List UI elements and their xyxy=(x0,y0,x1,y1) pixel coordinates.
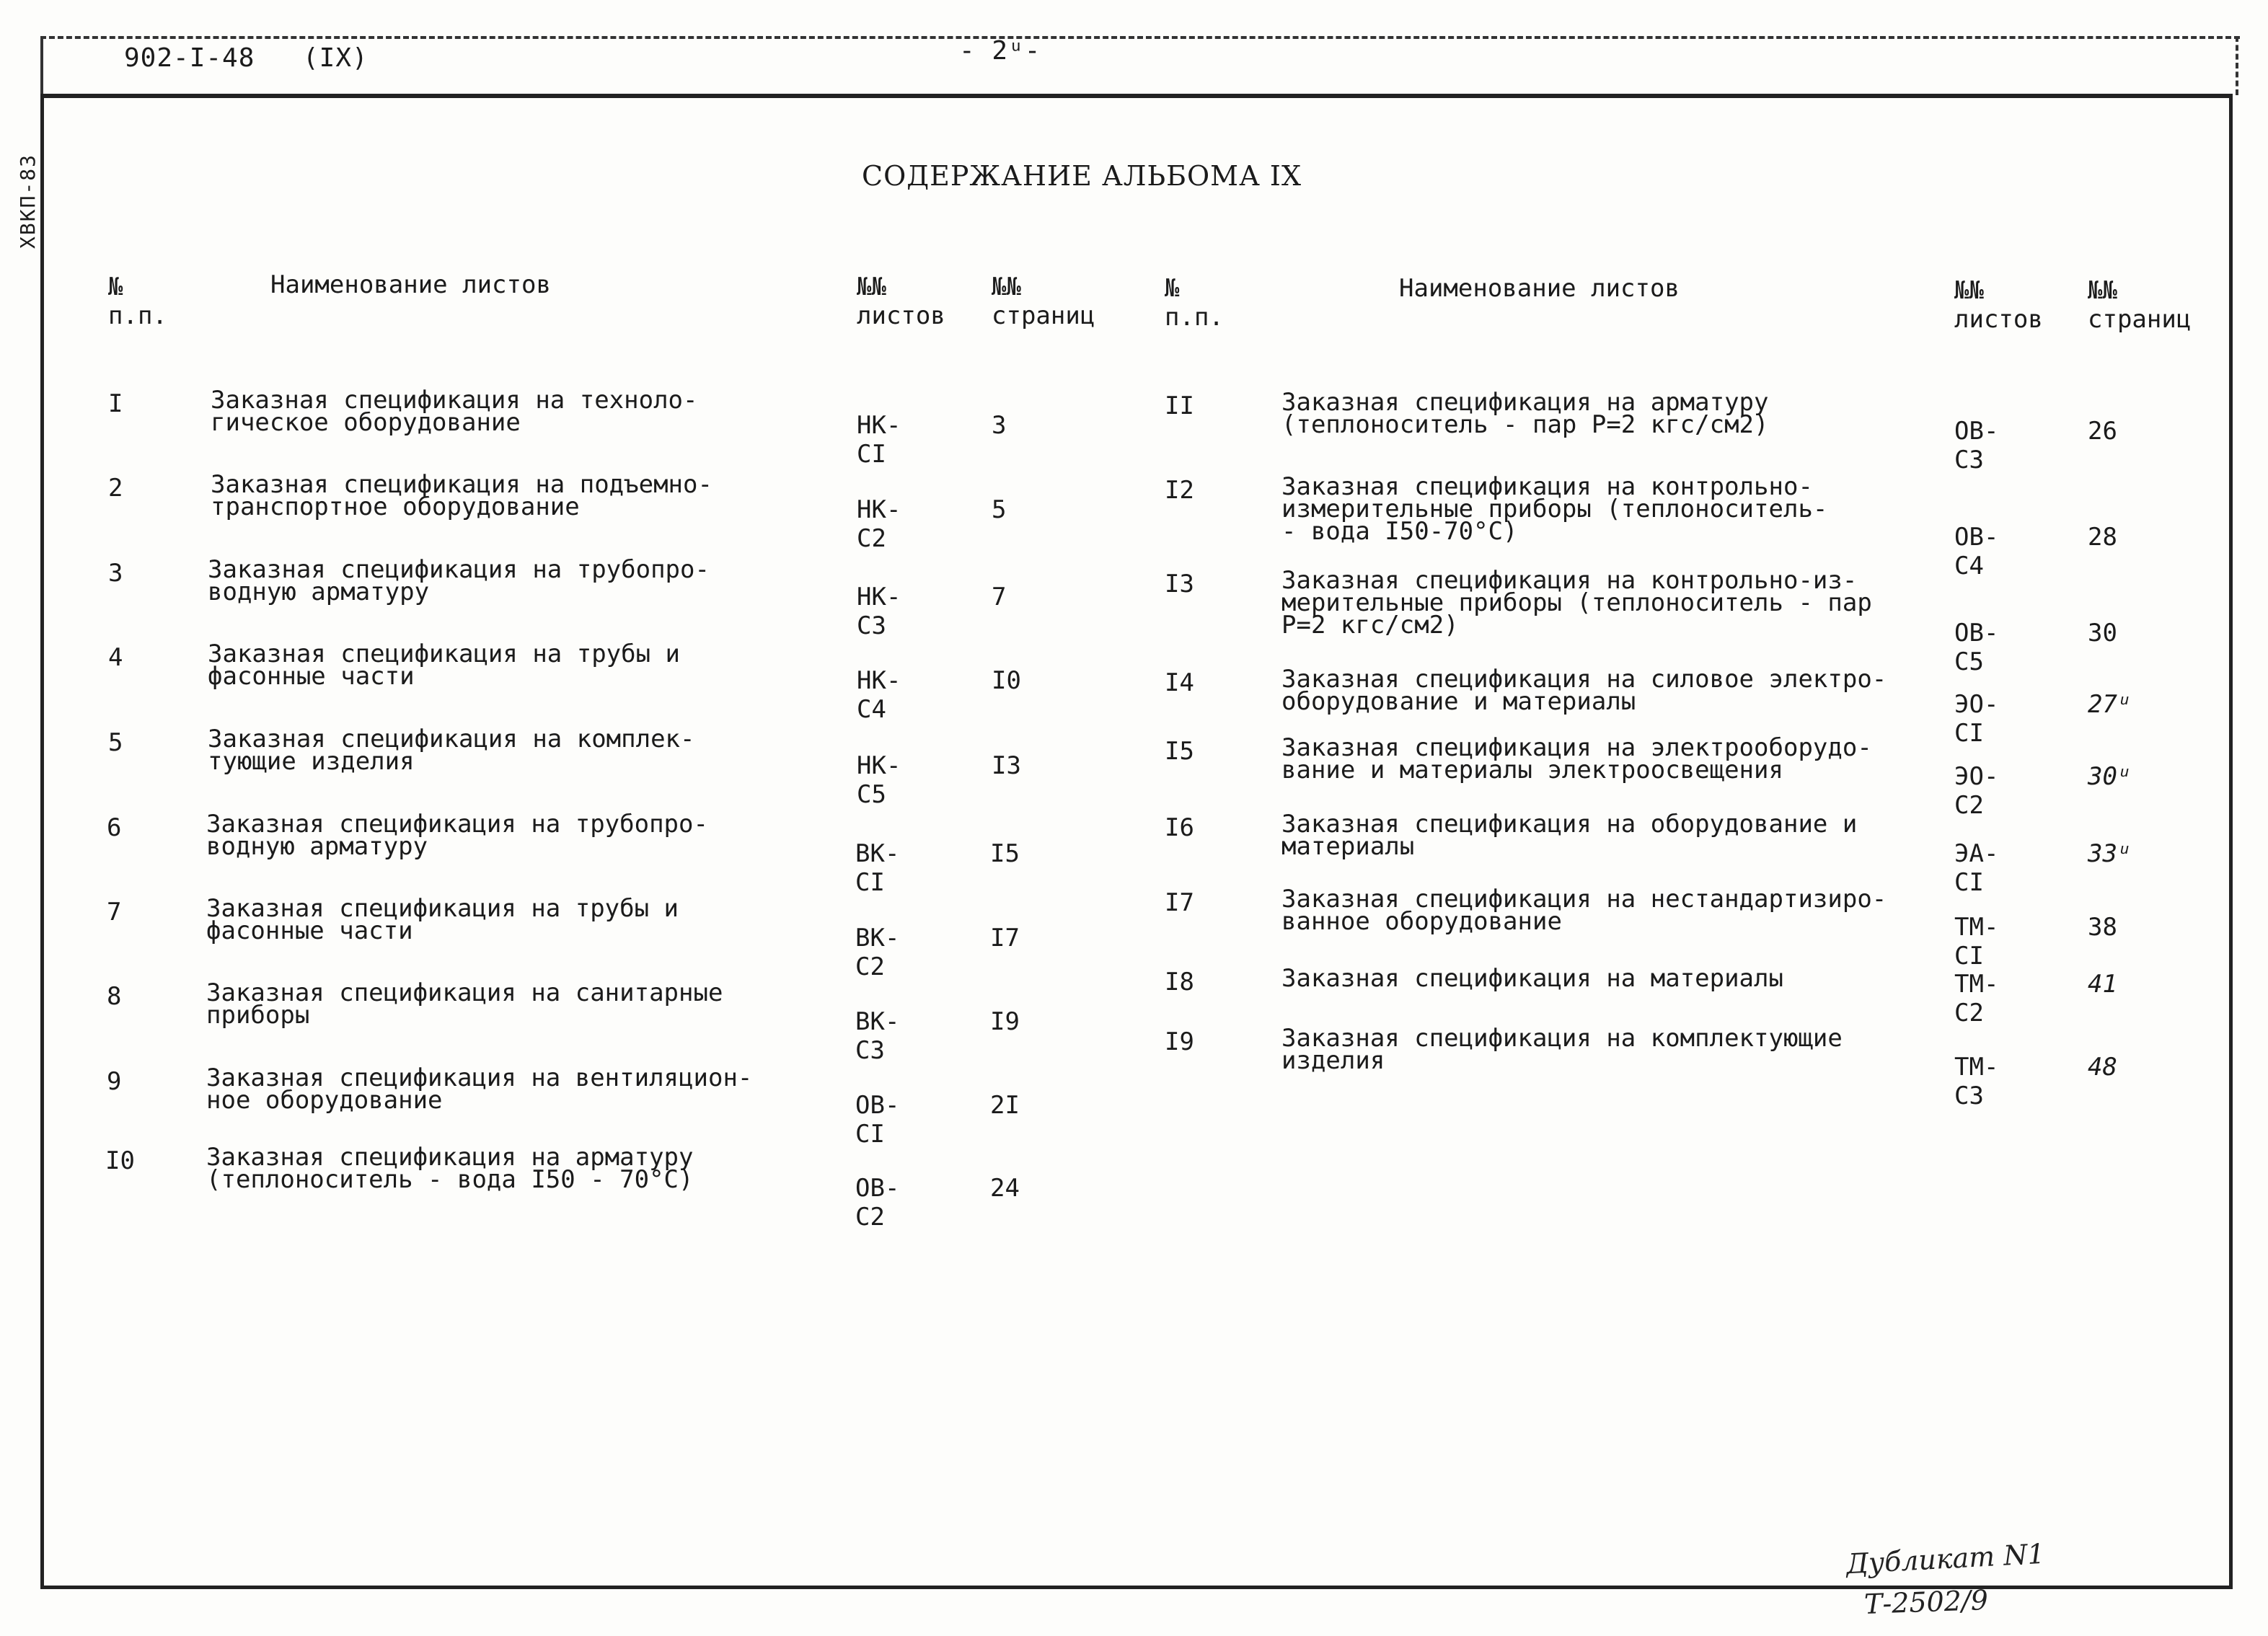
col-name-header-left: Наименование листов xyxy=(270,270,551,299)
row-sheet: ОВ-СI xyxy=(855,1091,900,1149)
row-number: 2 xyxy=(108,474,123,503)
row-sheet: ТМ-СI xyxy=(1954,913,1999,970)
row-name: Заказная спецификация на подъемно- транспортное оборудование xyxy=(211,470,712,521)
row-number: I2 xyxy=(1165,476,1194,505)
row-sheet: ТМ-С3 xyxy=(1954,1053,1999,1110)
page-number: - 2ᵘ- xyxy=(959,36,1041,66)
row-number: I9 xyxy=(1165,1027,1194,1056)
row-page: 28 xyxy=(2088,523,2117,552)
row-page: 30ᵘ xyxy=(2088,762,2132,791)
row-page: 7 xyxy=(992,583,1007,611)
row-name: Заказная спецификация на трубы и фасонные части xyxy=(206,894,679,945)
row-number: I3 xyxy=(1165,570,1194,598)
row-sheet: НК-С3 xyxy=(857,583,901,640)
row-number: 5 xyxy=(108,728,123,757)
row-name: Заказная спецификация на техноло- гическое оборудование xyxy=(211,386,698,437)
row-sheet: ОВ-С5 xyxy=(1954,619,1999,676)
row-sheet: ТМ-С2 xyxy=(1954,970,1999,1027)
row-number: 7 xyxy=(107,898,122,927)
row-sheet: НК-С4 xyxy=(857,666,901,724)
col-name-header-right: Наименование листов xyxy=(1399,274,1680,303)
row-page: 5 xyxy=(992,495,1007,524)
row-page: I5 xyxy=(990,839,1020,868)
duplicate-note: Дубликат N1 xyxy=(1845,1537,2046,1580)
row-page: I7 xyxy=(990,924,1020,952)
row-name: Заказная спецификация на оборудование и материалы xyxy=(1281,810,1858,861)
row-sheet: ЭО-СI xyxy=(1954,690,1999,748)
row-number: 9 xyxy=(107,1067,122,1096)
row-sheet: НК-С5 xyxy=(857,751,901,809)
row-page: 30 xyxy=(2088,619,2117,647)
row-name: Заказная спецификация на арматуру (теплоноситель - вода I50 - 70°С) xyxy=(206,1143,694,1194)
row-sheet: НК-С2 xyxy=(857,495,901,553)
row-name: Заказная спецификация на силовое электро- оборудование и материалы xyxy=(1281,665,1887,716)
row-number: 4 xyxy=(108,643,123,672)
document-code: 902-I-48 xyxy=(124,43,255,73)
col-pages-header-right: №№ страниц xyxy=(2088,276,2192,334)
row-name: Заказная спецификация на санитарные приборы xyxy=(206,978,723,1030)
row-number: 3 xyxy=(108,559,123,588)
row-name: Заказная спецификация на комплек- тующие изделия xyxy=(208,725,695,776)
row-name: Заказная спецификация на вентиляцион- ное оборудование xyxy=(206,1064,753,1115)
row-number: I0 xyxy=(105,1146,135,1175)
row-name: Заказная спецификация на электрооборудо- вание и материалы электроосвещения xyxy=(1281,733,1872,784)
row-number: I6 xyxy=(1165,813,1194,842)
archive-reference: Т-2502/9 xyxy=(1863,1584,1989,1620)
row-name: Заказная спецификация на трубопро- водную арматуру xyxy=(206,810,708,861)
row-page: I3 xyxy=(992,751,1021,780)
row-name: Заказная спецификация на контрольно- измерительные приборы (теплоноситель- - вода I50-70°С) xyxy=(1281,472,1828,546)
row-sheet: ВК-С2 xyxy=(855,924,900,981)
row-page: 24 xyxy=(990,1174,1020,1203)
row-page: 26 xyxy=(2088,417,2117,446)
row-number: I7 xyxy=(1165,888,1194,917)
side-stamp: ХВКП-83 xyxy=(16,153,40,249)
col-pages-header-left: №№ страниц xyxy=(992,273,1095,330)
row-number: 6 xyxy=(107,813,122,842)
row-name: Заказная спецификация на материалы xyxy=(1281,964,1783,993)
row-name: Заказная спецификация на комплектующие изделия xyxy=(1281,1024,1843,1075)
row-number: II xyxy=(1165,392,1194,420)
col-num-header-left: № п.п. xyxy=(108,273,167,330)
row-number: I4 xyxy=(1165,668,1194,697)
col-num-header-right: № п.п. xyxy=(1165,274,1224,332)
row-page: I0 xyxy=(992,666,1021,695)
row-page: 3 xyxy=(992,411,1007,440)
right-stub-line xyxy=(2236,36,2238,95)
row-page: 48 xyxy=(2088,1053,2117,1082)
row-page: I9 xyxy=(990,1007,1020,1036)
left-stub-line xyxy=(40,36,43,95)
row-number: 8 xyxy=(107,982,122,1011)
row-number: I xyxy=(108,389,123,418)
row-name: Заказная спецификация на арматуру (теплоноситель - пар Р=2 кгс/см2) xyxy=(1281,388,1769,439)
row-sheet: ЭО-С2 xyxy=(1954,762,1999,820)
row-number: I5 xyxy=(1165,737,1194,766)
row-sheet: ЭА-СI xyxy=(1954,839,1999,897)
page-title: СОДЕРЖАНИЕ АЛЬБОМА IX xyxy=(862,160,1302,192)
row-name: Заказная спецификация на нестандартизиро- ванное оборудование xyxy=(1281,885,1887,936)
row-sheet: ОВ-С4 xyxy=(1954,523,1999,580)
row-sheet: ОВ-С2 xyxy=(855,1174,900,1232)
row-page: 2I xyxy=(990,1091,1020,1120)
col-sheets-header-left: №№ листов xyxy=(857,273,945,330)
top-dashed-line xyxy=(40,36,2240,39)
row-page: 27ᵘ xyxy=(2088,690,2132,719)
row-number: I8 xyxy=(1165,968,1194,996)
row-sheet: ВК-С3 xyxy=(855,1007,900,1065)
row-name: Заказная спецификация на контрольно-из- мерительные приборы (теплоноситель - пар Р=2 кгс/см2) xyxy=(1281,566,1872,640)
row-page: 33ᵘ xyxy=(2088,839,2132,868)
row-page: 38 xyxy=(2088,913,2117,942)
row-sheet: ВК-СI xyxy=(855,839,900,897)
row-page: 41 xyxy=(2088,970,2117,999)
row-name: Заказная спецификация на трубопро- водную арматуру xyxy=(208,555,710,606)
row-sheet: ОВ-С3 xyxy=(1954,417,1999,474)
album-number: (IX) xyxy=(303,43,369,73)
row-name: Заказная спецификация на трубы и фасонные части xyxy=(208,640,681,691)
col-sheets-header-right: №№ листов xyxy=(1954,276,2043,334)
row-sheet: НК-СI xyxy=(857,411,901,469)
